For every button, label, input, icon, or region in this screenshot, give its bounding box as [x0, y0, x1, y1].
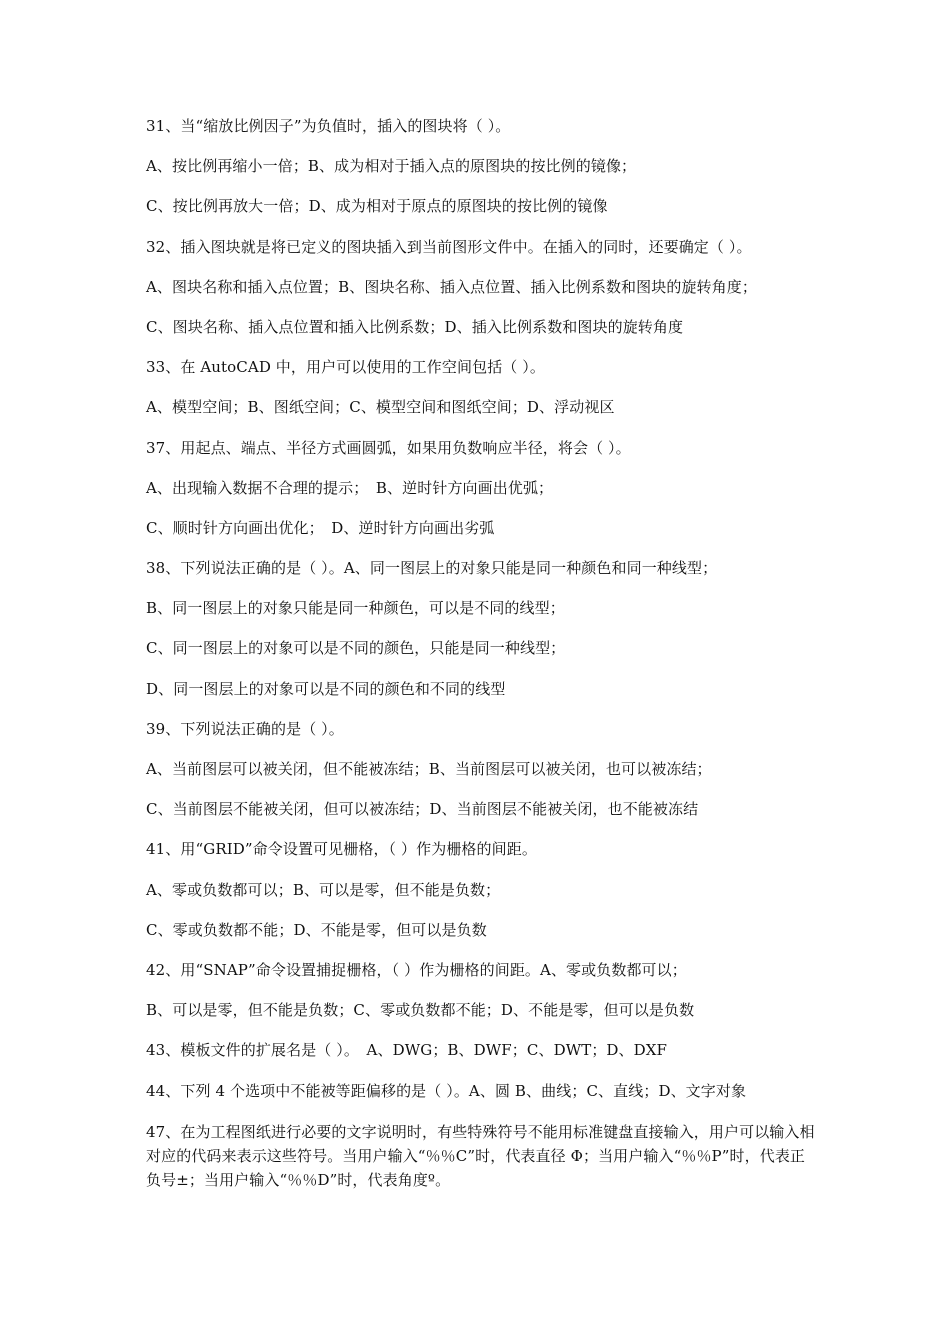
q38-text: 38、下列说法正确的是（ ）。A、同一图层上的对象只能是同一种颜色和同一种线型； — [146, 559, 718, 578]
q41-options-ab: A、零或负数都可以；B、可以是零，但不能是负数； — [146, 880, 501, 899]
q32-options-ab: A、图块名称和插入点位置；B、图块名称、插入点位置、插入比例系数和图块的旋转角度； — [146, 277, 757, 296]
q42-text: 42、用“SNAP”命令设置捕捉栅格，（ ）作为栅格的间距。A、零或负数都可以； — [146, 960, 687, 979]
q39-text: 39、下列说法正确的是（ ）。 — [146, 719, 344, 738]
q32-text: 32、插入图块就是将已定义的图块插入到当前图形文件中。在插入的同时，还要确定（ ）。 — [146, 237, 752, 256]
q39-options-cd: C、当前图层不能被关闭，但可以被冻结；D、当前图层不能被关闭，也不能被冻结 — [146, 800, 699, 819]
q37-options-cd: C、顺时针方向画出优化； D、逆时针方向画出劣弧 — [146, 518, 495, 537]
q32-options-cd: C、图块名称、插入点位置和插入比例系数；D、插入比例系数和图块的旋转角度 — [146, 317, 684, 336]
q41-options-cd: C、零或负数都不能；D、不能是零，但可以是负数 — [146, 920, 487, 939]
q38-option-d: D、同一图层上的对象可以是不同的颜色和不同的线型 — [146, 679, 506, 698]
q31-options-cd: C、按比例再放大一倍；D、成为相对于原点的原图块的按比例的镜像 — [146, 197, 608, 216]
q39-options-ab: A、当前图层可以被关闭，但不能被冻结；B、当前图层可以被关闭，也可以被冻结； — [146, 760, 712, 778]
q41-text: 41、用“GRID”命令设置可见栅格，（ ）作为栅格的间距。 — [146, 840, 537, 859]
q42-options: B、可以是零，但不能是负数；C、零或负数都不能；D、不能是零，但可以是负数 — [146, 1001, 695, 1020]
question-list — [146, 115, 818, 1192]
q47-paragraph: 47、在为工程图纸进行必要的文字说明时，有些特殊符号不能用标准键盘直接输入，用户可以输入相对应的代码来表示这些符号。当用户输入“％％C”时，代表直径 Φ；当用户输入“％％P”时，代表正负号±；当用户输入“％％D”时，代表角度º。 — [146, 1122, 815, 1189]
q44-text: 44、下列 4 个选项中不能被等距偏移的是（ ）。A、圆 B、曲线；C、直线；D、文字对象 — [146, 1081, 747, 1100]
q37-options-ab: A、出现输入数据不合理的提示； B、逆时针方向画出优弧； — [146, 478, 554, 497]
q38-option-b: B、同一图层上的对象只能是同一种颜色，可以是不同的线型； — [146, 599, 565, 618]
q37-text: 37、用起点、端点、半径方式画圆弧，如果用负数响应半径，将会（ ）。 — [146, 438, 631, 457]
q31-options-ab: A、按比例再缩小一倍；B、成为相对于插入点的原图块的按比例的镜像； — [146, 157, 637, 176]
q33-text: 33、在 AutoCAD 中，用户可以使用的工作空间包括（ ）。 — [146, 358, 545, 377]
q43-text: 43、模板文件的扩展名是（ ）。 A、DWG；B、DWF；C、DWT；D、DXF — [146, 1041, 668, 1060]
q31-text: 31、当“缩放比例因子”为负值时，插入的图块将（ ）。 — [146, 117, 511, 135]
q33-options: A、模型空间；B、图纸空间；C、模型空间和图纸空间；D、浮动视区 — [146, 398, 615, 417]
q38-option-c: C、同一图层上的对象可以是不同的颜色，只能是同一种线型； — [146, 639, 566, 658]
